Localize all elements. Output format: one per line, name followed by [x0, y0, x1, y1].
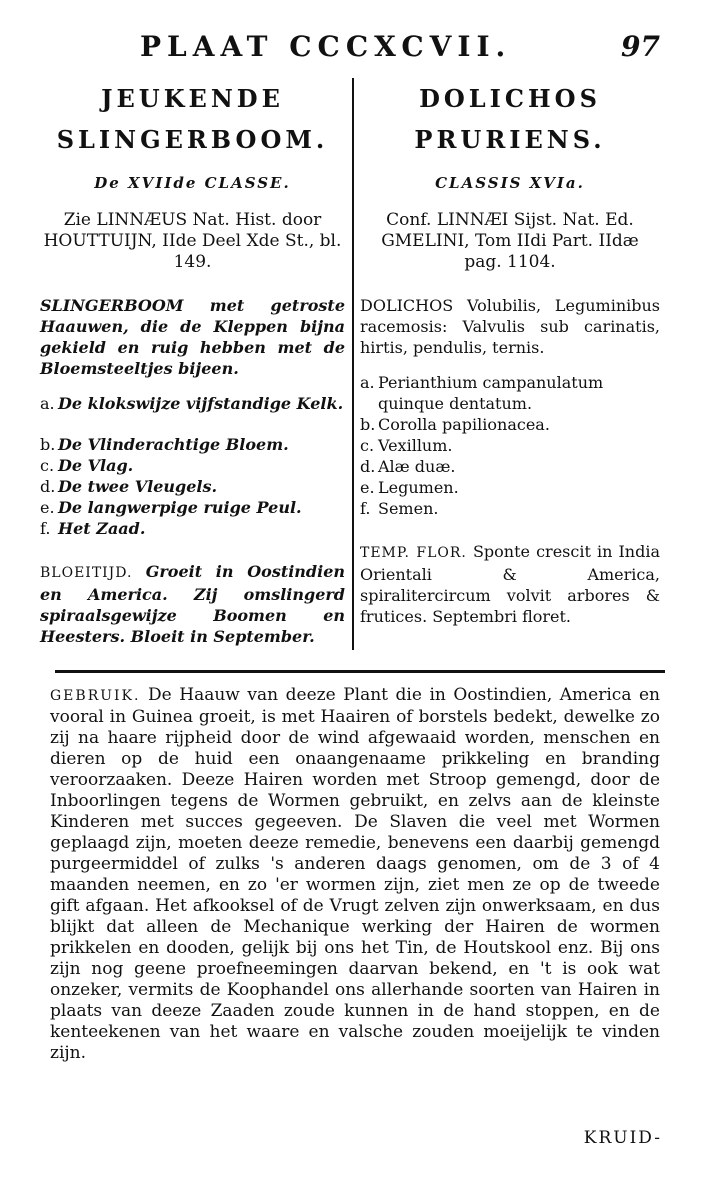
page-number: 97: [621, 30, 660, 63]
part-letter: b.: [360, 415, 376, 434]
part-letter: d.: [40, 477, 56, 496]
part-text: De Vlinderachtige Bloem.: [58, 435, 289, 454]
dutch-description: SLINGERBOOM met getroste Haauwen, die de Kleppen bijna gekield en ruig hebben met de Bloemsteeltjes bijeen.: [40, 296, 345, 378]
plate-title: PLAAT CCCXCVII.: [140, 30, 512, 63]
page-header: [0, 30, 720, 70]
list-item: [360, 435, 660, 456]
usage-label: GEBRUIK.: [50, 688, 141, 704]
catchword: KRUID-: [583, 1128, 662, 1148]
list-item: [360, 456, 660, 477]
part-letter: c.: [360, 436, 375, 455]
part-letter: f.: [360, 499, 371, 518]
column-divider: [352, 78, 354, 650]
dutch-column: [40, 80, 345, 647]
dutch-name-line1: JEUKENDE: [101, 84, 284, 113]
dutch-parts-list: [40, 393, 345, 539]
list-item: [360, 477, 660, 498]
latin-column: [360, 80, 660, 627]
list-item: [40, 455, 345, 476]
part-text: Alæ duæ.: [378, 457, 456, 476]
part-letter: f.: [40, 519, 51, 538]
list-item: [360, 498, 660, 519]
part-text: Corolla papilionacea.: [378, 415, 550, 434]
usage-text: De Haauw van deeze Plant die in Oostindien, America en vooral in Guinea groeit, is met Haairen of borstels bedekt, dewelke zo zij na haare rijpheid door de wind afgewaaid worden, menschen en dieren op de huid een onaangenaame prikkeling en branding veroorzaaken. Deeze Hairen worden met Stroop gemengd, door de Inboorlingen tegens de Wormen gebruikt, en zelvs aan de kleinste Kinderen met succes gegeeven. De Slaven die veel met Wormen geplaagd zijn, moeten deeze remedie, benevens een daarbij gemengd purgeermiddel of zulks 's anderen daags genomen, om de 3 of 4 maanden neemen, en zo 'er wormen zijn, ziet men ze op de tweede gift afgaan. Het afkooksel of de Vrugt zelven zijn onwerksaam, en dus blijkt dat alleen de Mechanique werking der Hairen de wormen prikkelen en dooden, gelijk bij ons het Tin, de Houtskool enz. Bij ons zijn nog geene proefneemingen daarvan bekend, en 't is ook wat onzeker, vermits de Koophandel ons allerhande soorten van Hairen in plaats van deeze Zaaden zoude kunnen in de hand stoppen, en de kenteekenen van het waare en valsche zouden moeijelijk te vinden zijn.: [50, 685, 661, 1063]
latin-parts-list: [360, 372, 660, 519]
section-rule: [55, 670, 665, 673]
part-text: De Vlag.: [58, 456, 134, 475]
part-letter: d.: [360, 457, 376, 476]
part-text: Perianthium campanulatum quinque dentatum.: [378, 373, 604, 413]
part-text: Het Zaad.: [58, 519, 146, 538]
part-letter: c.: [40, 456, 55, 475]
part-letter: a.: [360, 373, 375, 392]
part-letter: e.: [360, 478, 375, 497]
usage-paragraph: [50, 685, 660, 1064]
latin-class-line: CLASSIS XVIa.: [435, 174, 585, 192]
part-text: De langwerpige ruige Peul.: [58, 498, 302, 517]
part-text: De klokswijze vijfstandige Kelk.: [58, 394, 344, 413]
part-text: Legumen.: [378, 478, 459, 497]
list-item: [40, 518, 345, 539]
flowering-label: BLOEITIJD.: [40, 565, 133, 581]
dutch-class-line: De XVIIde CLASSE.: [94, 174, 291, 192]
latin-description: DOLICHOS Volubilis, Leguminibus racemosis: Valvulis sub carinatis, hirtis, pendulis, ternis.: [360, 296, 660, 357]
part-text: Vexillum.: [378, 436, 453, 455]
dutch-flowering: [40, 561, 345, 647]
list-item: [40, 434, 345, 455]
list-item: [40, 393, 345, 414]
latin-name-line2: PRURIENS.: [414, 125, 606, 154]
list-item: [40, 497, 345, 518]
latin-name-line1: DOLICHOS: [419, 84, 601, 113]
part-text: Semen.: [378, 499, 439, 518]
list-item: [40, 476, 345, 497]
list-item: [360, 414, 660, 435]
dutch-name-line2: SLINGERBOOM.: [56, 125, 329, 154]
list-item: [360, 372, 660, 414]
flowering-text: Groeit in Oostindien en America. Zij omslingerd spiraalsgewijze Boomen en Heesters. Bloeit in September.: [40, 562, 345, 646]
part-text: De twee Vleugels.: [58, 477, 218, 496]
flowering-text: Sponte crescit in India Orientali & America, spiralitercircum volvit arbores & frutices. Septembri floret.: [360, 542, 660, 626]
part-letter: a.: [40, 394, 55, 413]
latin-flowering: [360, 541, 660, 627]
flowering-label: TEMP. FLOR.: [360, 545, 467, 561]
dutch-reference: Zie LINNÆUS Nat. Hist. door HOUTTUIJN, IIde Deel Xde St., bl. 149.: [43, 210, 342, 272]
latin-reference: Conf. LINNÆI Sijst. Nat. Ed. GMELINI, Tom IIdi Part. IIdæ pag. 1104.: [381, 210, 639, 272]
part-letter: e.: [40, 498, 55, 517]
part-letter: b.: [40, 435, 56, 454]
